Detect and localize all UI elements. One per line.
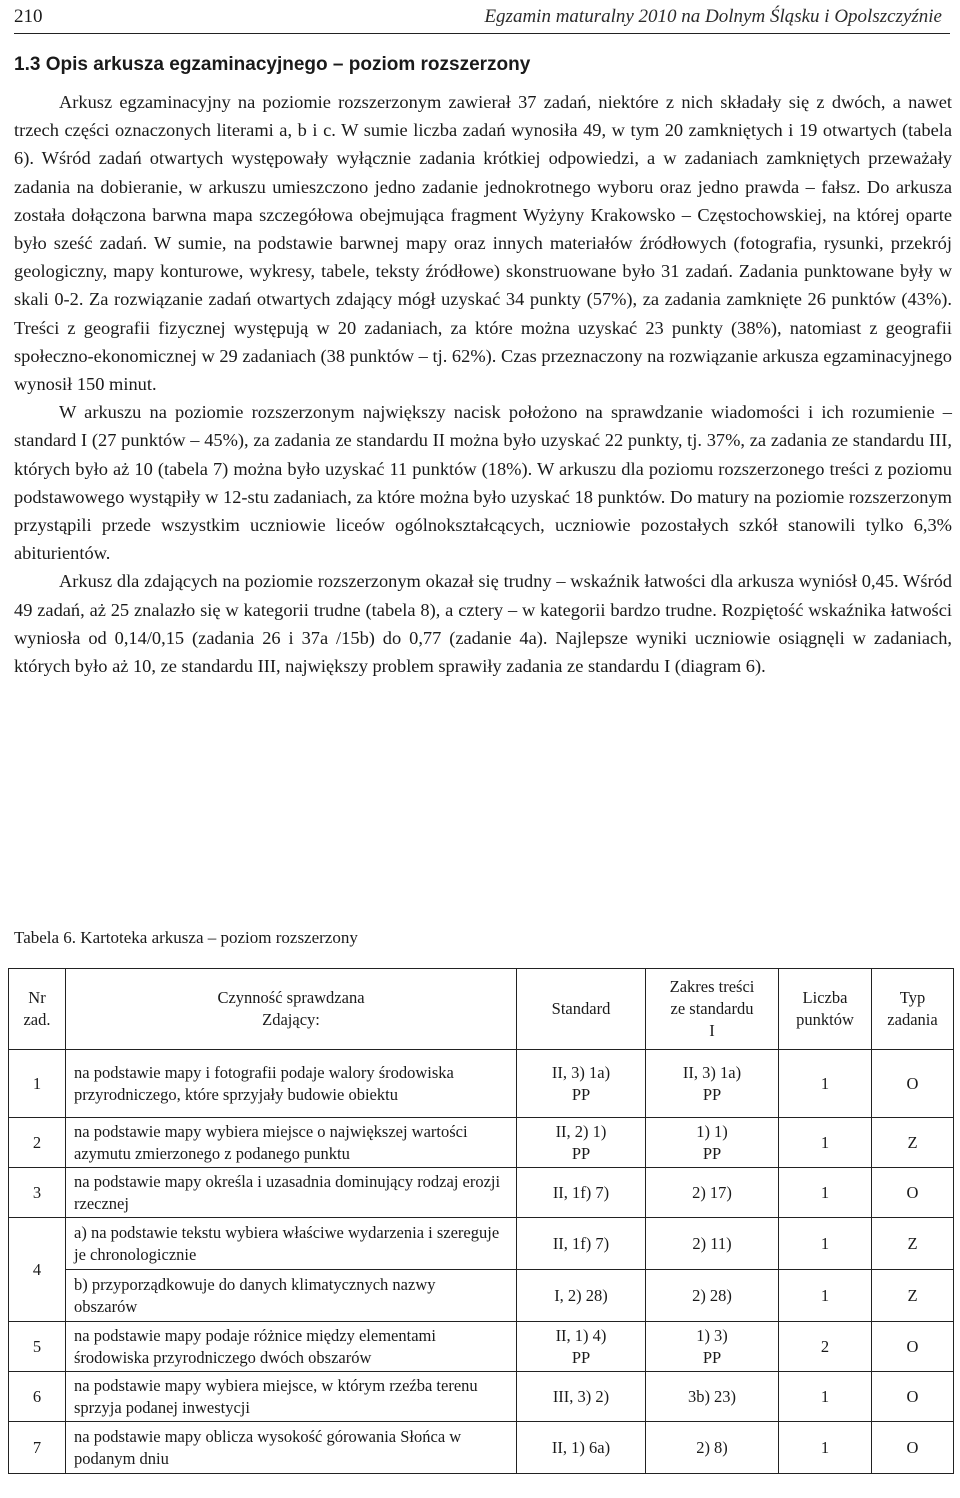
cell-punkty: 2 bbox=[779, 1322, 872, 1372]
cell-zakres: 2) 17) bbox=[646, 1168, 779, 1218]
cell-standard: III, 3) 2) bbox=[517, 1372, 646, 1422]
cell-standard: II, 1) 4) PP bbox=[517, 1322, 646, 1372]
cell-typ: O bbox=[872, 1050, 954, 1118]
header-divider bbox=[14, 33, 950, 34]
cell-punkty: 1 bbox=[779, 1168, 872, 1218]
cell-czynnosc bbox=[66, 1218, 517, 1270]
table-row bbox=[9, 1422, 954, 1474]
cell-zakres: 1) 3) PP bbox=[646, 1322, 779, 1372]
cell-czynnosc-text: na podstawie mapy wybiera miejsce o największej wartości azymutu zmierzonego z podanego punktu bbox=[74, 1121, 468, 1163]
page-header bbox=[14, 6, 954, 30]
cell-zakres: 2) 28) bbox=[646, 1270, 779, 1322]
paragraph: Arkusz egzaminacyjny na poziomie rozszerzonym zawierał 37 zadań, niektóre z nich składały się z dwóch, a nawet trzech części oznaczonych literami a, b i c. W sumie liczba zadań wynosiła 49, w tym 20 zamkniętych i 19 otwartych (tabela 6). Wśród zadań otwartych występowały wyłącznie zadania krótkiej odpowiedzi, a w zadaniach zamkniętych przeważały zadania na dobieranie, w arkuszu umieszczono jedno zadanie jednokrotnego wyboru oraz jedno prawda – fałsz. Do arkusza została dołączona barwna mapa szczegółowa obejmująca fragment Wyżyny Krakowsko – Częstochowskiej, na której oparte było sześć zadań. W sumie, na podstawie barwnej mapy oraz innych materiałów źródłowych (fotografia, rysunki, przekrój geologiczny, mapy konturowe, wykresy, tabele, teksty źródłowe) skonstruowane było 31 zadań. Zadania punktowane były w skali 0-2. Za rozwiązanie zadań otwartych zdający mógł uzyskać 34 punkty (57%), za zadania zamknięte 26 punktów (43%). Treści z geografii fizycznej występują w 20 zadaniach, za które można uzyskać 23 punkty (38%), natomiast z geografii społeczno-ekonomicznej w 29 zadaniach (38 punktów – tj. 62%). Czas przeznaczony na rozwiązanie arkusza egzaminacyjnego wynosił 150 minut. bbox=[14, 92, 952, 395]
cell-punkty: 1 bbox=[779, 1422, 872, 1474]
cell-nr: 7 bbox=[9, 1422, 66, 1474]
cell-typ: O bbox=[872, 1322, 954, 1372]
cell-punkty: 1 bbox=[779, 1118, 872, 1168]
table-row bbox=[9, 1270, 954, 1322]
header-typ: Typ zadania bbox=[872, 969, 954, 1050]
cell-zakres: II, 3) 1a) PP bbox=[646, 1050, 779, 1118]
table-row bbox=[9, 1372, 954, 1422]
cell-typ: Z bbox=[872, 1118, 954, 1168]
kartoteka-table bbox=[8, 968, 954, 1474]
section-title: 1.3 Opis arkusza egzaminacyjnego – poziom rozszerzony bbox=[14, 54, 531, 75]
paragraph: Arkusz dla zdających na poziomie rozszerzonym okazał się trudny – wskaźnik łatwości dla arkusza wyniósł 0,45. Wśród 49 zadań, aż 25 znalazło się w kategorii trudne (tabela 8), a cztery – w kategorii bardzo trudne. Rozpiętość wskaźnika łatwości wyniosła od 0,14/0,15 (zadania 26 i 37a /15b) do 0,77 (zadanie 4a). Najlepsze wyniki uczniowie osiągnęli w zadaniach, których było aż 10, ze standardu III, największy problem sprawiły zadania ze standardu I (diagram 6). bbox=[14, 571, 952, 677]
cell-czynnosc-text: b) przyporządkowuje do danych klimatycznych nazwy obszarów bbox=[74, 1274, 436, 1316]
cell-czynnosc bbox=[66, 1322, 517, 1372]
cell-standard: II, 1) 6a) bbox=[517, 1422, 646, 1474]
cell-zakres: 1) 1) PP bbox=[646, 1118, 779, 1168]
cell-typ: O bbox=[872, 1372, 954, 1422]
page-number: 210 bbox=[14, 6, 43, 27]
cell-standard: II, 3) 1a) PP bbox=[517, 1050, 646, 1118]
header-standard: Standard bbox=[517, 969, 646, 1050]
cell-nr: 6 bbox=[9, 1372, 66, 1422]
cell-typ: Z bbox=[872, 1270, 954, 1322]
cell-standard: II, 1f) 7) bbox=[517, 1218, 646, 1270]
cell-czynnosc bbox=[66, 1168, 517, 1218]
paragraph: W arkuszu na poziomie rozszerzonym największy nacisk położono na sprawdzanie wiadomości i ich rozumienie – standard I (27 punktów – 45%), za zadania ze standardu II można było uzyskać 22 punkty, tj. 37%, za zadania ze standardu III, których było aż 10 (tabela 7) można było uzyskać 11 punktów (18%). W arkuszu dla poziomu rozszerzonego treści z poziomu podstawowego wystąpiły w 12-stu zadaniach, za które można było uzyskać 18 punktów. Do matury na poziomie rozszerzonym przystąpili przede wszystkim uczniowie liceów ogólnokształcących, uczniowie pozostałych szkół stanowili tylko 6,3% abiturientów. bbox=[14, 402, 952, 564]
cell-czynnosc-text: na podstawie mapy oblicza wysokość górowania Słońca w podanym dniu bbox=[74, 1426, 462, 1468]
table-row bbox=[9, 1118, 954, 1168]
cell-czynnosc-text: na podstawie mapy wybiera miejsce, w którym rzeźba terenu sprzyja podanej inwestycji bbox=[74, 1375, 478, 1417]
header-czynnosc: Czynność sprawdzana Zdający: bbox=[66, 969, 517, 1050]
running-title: Egzamin maturalny 2010 na Dolnym Śląsku i Opolszczyźnie bbox=[484, 6, 942, 27]
table-header-row bbox=[9, 969, 954, 1050]
cell-nr: 4 bbox=[9, 1218, 66, 1322]
cell-punkty: 1 bbox=[779, 1270, 872, 1322]
cell-nr: 5 bbox=[9, 1322, 66, 1372]
cell-nr: 2 bbox=[9, 1118, 66, 1168]
body-text bbox=[14, 88, 952, 680]
header-zakres: Zakres treści ze standardu I bbox=[646, 969, 779, 1050]
table-caption: Tabela 6. Kartoteka arkusza – poziom rozszerzony bbox=[14, 928, 358, 947]
cell-punkty: 1 bbox=[779, 1050, 872, 1118]
cell-typ: O bbox=[872, 1422, 954, 1474]
cell-nr: 3 bbox=[9, 1168, 66, 1218]
cell-czynnosc-text: na podstawie mapy określa i uzasadnia dominujący rodzaj erozji rzecznej bbox=[74, 1171, 501, 1213]
cell-czynnosc bbox=[66, 1050, 517, 1118]
header-nr: Nr zad. bbox=[9, 969, 66, 1050]
cell-czynnosc bbox=[66, 1422, 517, 1474]
table-row bbox=[9, 1322, 954, 1372]
cell-punkty: 1 bbox=[779, 1372, 872, 1422]
table-row bbox=[9, 1168, 954, 1218]
cell-standard: I, 2) 28) bbox=[517, 1270, 646, 1322]
cell-zakres: 2) 11) bbox=[646, 1218, 779, 1270]
cell-nr: 1 bbox=[9, 1050, 66, 1118]
cell-standard: II, 1f) 7) bbox=[517, 1168, 646, 1218]
cell-czynnosc-text: na podstawie mapy podaje różnice między elementami środowiska przyrodniczego dwóch obszarów bbox=[74, 1325, 436, 1367]
cell-typ: O bbox=[872, 1168, 954, 1218]
cell-czynnosc bbox=[66, 1118, 517, 1168]
header-punkty: Liczba punktów bbox=[779, 969, 872, 1050]
cell-czynnosc-text: na podstawie mapy i fotografii podaje walory środowiska przyrodniczego, które sprzyjały budowie obiektu bbox=[74, 1062, 454, 1104]
cell-typ: Z bbox=[872, 1218, 954, 1270]
cell-standard: II, 2) 1) PP bbox=[517, 1118, 646, 1168]
cell-czynnosc-text: a) na podstawie tekstu wybiera właściwe wydarzenia i szereguje je chronologicznie bbox=[74, 1222, 500, 1264]
table-row bbox=[9, 1050, 954, 1118]
cell-czynnosc bbox=[66, 1270, 517, 1322]
cell-zakres: 2) 8) bbox=[646, 1422, 779, 1474]
cell-punkty: 1 bbox=[779, 1218, 872, 1270]
cell-zakres: 3b) 23) bbox=[646, 1372, 779, 1422]
cell-czynnosc bbox=[66, 1372, 517, 1422]
table-row bbox=[9, 1218, 954, 1270]
